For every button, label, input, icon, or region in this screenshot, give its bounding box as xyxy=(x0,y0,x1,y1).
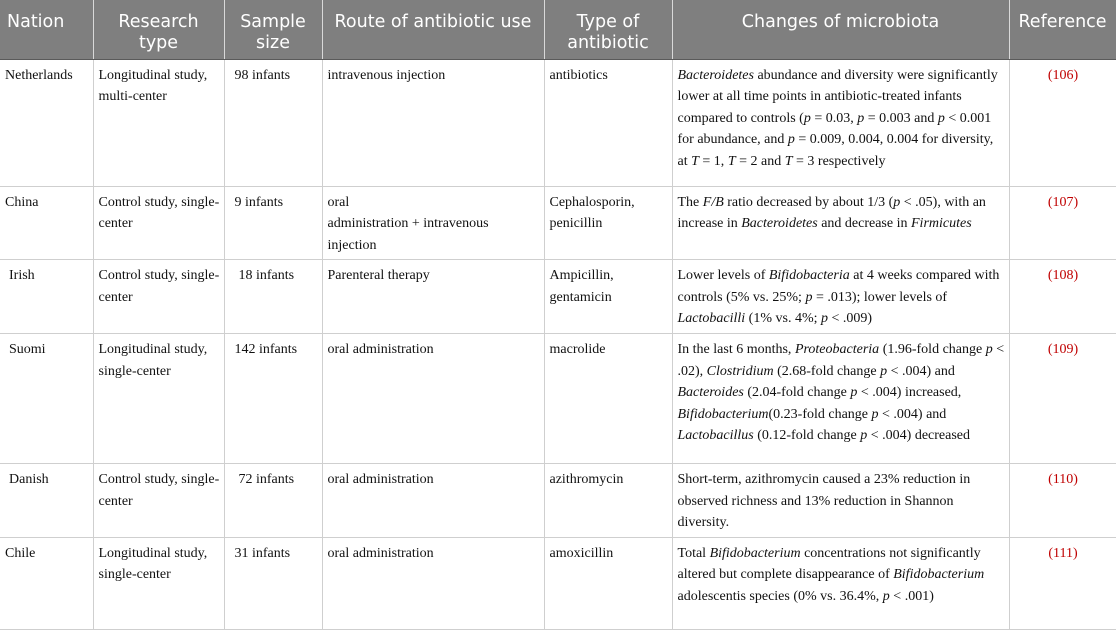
text-italic: p xyxy=(805,289,813,305)
text-italic: Clostridium xyxy=(706,363,774,379)
reference-link[interactable]: 107 xyxy=(1052,194,1074,210)
text: (0.12-fold change xyxy=(753,428,861,444)
cell-antibiotic-type: azithromycin xyxy=(544,464,672,538)
cell-reference[interactable]: (109) xyxy=(1009,334,1116,464)
text-italic: p xyxy=(857,110,865,126)
text: abundance and diversity were significantly lower at all time points in antibiotic-treated infants compared to controls ( xyxy=(677,67,998,126)
table-row xyxy=(0,260,1116,334)
text-italic: p xyxy=(803,110,811,126)
reference-link[interactable]: 110 xyxy=(1052,472,1074,488)
text: = 3 respectively xyxy=(792,153,886,169)
cell-changes: Short-term, azithromycin caused a 23% reduction in observed richness and 13% reduction in Shannon diversity. xyxy=(672,464,1009,538)
cell-changes xyxy=(672,260,1009,334)
reference-link[interactable]: 109 xyxy=(1052,342,1074,358)
text-italic: Lactobacillus xyxy=(677,428,754,444)
cell-changes xyxy=(672,186,1009,260)
table-row xyxy=(0,334,1116,464)
table-row xyxy=(0,537,1116,629)
text-italic: F/B xyxy=(702,194,724,210)
text-italic: Bacteroidetes xyxy=(677,67,754,83)
cell-sample-size: 98 infants xyxy=(224,59,322,186)
text-italic: p xyxy=(882,589,890,605)
text: < .004) decreased xyxy=(867,428,971,444)
cell-changes xyxy=(672,537,1009,629)
reference-link[interactable]: 106 xyxy=(1052,67,1074,83)
cell-route: oral administration xyxy=(322,334,544,464)
text: = 2 and xyxy=(735,153,785,169)
text: (2.68-fold change xyxy=(773,363,881,379)
cell-antibiotic-type: macrolide xyxy=(544,334,672,464)
cell-route xyxy=(322,186,544,260)
text-italic: Bacteroides xyxy=(677,385,744,401)
text: (2.04-fold change xyxy=(743,385,851,401)
text-italic: Bacteroidetes xyxy=(741,216,818,232)
cell-reference[interactable]: (110) xyxy=(1009,464,1116,538)
text-italic: Lactobacilli xyxy=(677,311,746,327)
text: = 1, xyxy=(698,153,728,169)
text: < .02), xyxy=(677,342,1005,379)
cell-changes xyxy=(672,59,1009,186)
cell-nation: Suomi xyxy=(0,334,93,464)
cell-sample-size: 9 infants xyxy=(224,186,322,260)
text: < .001) xyxy=(889,589,934,605)
cell-antibiotic-type: amoxicillin xyxy=(544,537,672,629)
cell-reference[interactable]: (106) xyxy=(1009,59,1116,186)
cell-changes xyxy=(672,334,1009,464)
text: < .05), with an increase in xyxy=(677,194,986,232)
cell-sample-size: 142 infants xyxy=(224,334,322,464)
cell-research-type: Longitudinal study, single-center xyxy=(93,537,224,629)
text: (0.23-fold change xyxy=(768,406,872,422)
header-research-type: Research type xyxy=(93,0,224,59)
text: < .004) and xyxy=(887,363,955,379)
text-italic: T xyxy=(727,153,736,169)
text: < .009) xyxy=(828,311,873,327)
header-reference: Reference xyxy=(1009,0,1116,59)
cell-route: oral administration xyxy=(322,464,544,538)
cell-route: intravenous injection xyxy=(322,59,544,186)
cell-sample-size: 72 infants xyxy=(224,464,322,538)
cell-research-type: Control study, single-center xyxy=(93,186,224,260)
text-italic: Bifidobacterium xyxy=(677,406,769,422)
text-italic: p xyxy=(860,428,868,444)
text-italic: Bifidobacterium xyxy=(709,545,801,561)
cell-research-type: Longitudinal study, single-center xyxy=(93,334,224,464)
text: = .013); lower levels of xyxy=(812,289,948,305)
cell-research-type: Control study, single-center xyxy=(93,260,224,334)
header-row xyxy=(0,0,1116,59)
header-antibiotic-type: Type of antibiotic xyxy=(544,0,672,59)
text-italic: p xyxy=(893,194,901,210)
text: (1.96-fold change xyxy=(879,342,986,358)
cell-antibiotic-type: Ampicillin, gentamicin xyxy=(544,260,672,334)
cell-antibiotic-type: Cephalosporin, penicillin xyxy=(544,186,672,260)
text: adolescentis species (0% vs. 36.4%, xyxy=(677,589,883,605)
text-italic: T xyxy=(784,153,793,169)
header-sample-size: Sample size xyxy=(224,0,322,59)
table-row xyxy=(0,59,1116,186)
cell-route: oral administration xyxy=(322,537,544,629)
cell-nation: Chile xyxy=(0,537,93,629)
table-row xyxy=(0,464,1116,538)
cell-sample-size: 18 infants xyxy=(224,260,322,334)
table-row xyxy=(0,186,1116,260)
cell-route: Parenteral therapy xyxy=(322,260,544,334)
header-nation: Nation xyxy=(0,0,93,59)
text-italic: p xyxy=(985,342,993,358)
text-italic: p xyxy=(880,363,888,379)
text-italic: p xyxy=(937,110,945,126)
text: < 0.001 for abundance, and xyxy=(677,110,992,148)
header-changes: Changes of microbiota xyxy=(672,0,1009,59)
table-body xyxy=(0,59,1116,629)
header-route: Route of antibiotic use xyxy=(322,0,544,59)
cell-reference[interactable]: (111) xyxy=(1009,537,1116,629)
cell-nation: Irish xyxy=(0,260,93,334)
text-italic: Firmicutes xyxy=(911,216,972,232)
text: = 0.03, xyxy=(810,110,858,126)
text-italic: Bifidobacteria xyxy=(768,268,850,284)
text-italic: p xyxy=(821,311,828,327)
text: ratio decreased by about 1/3 ( xyxy=(723,194,894,210)
text: The xyxy=(677,194,703,210)
reference-link[interactable]: 108 xyxy=(1052,268,1074,284)
cell-reference[interactable]: (108) xyxy=(1009,260,1116,334)
reference-link[interactable]: 111 xyxy=(1053,545,1073,561)
cell-sample-size: 31 infants xyxy=(224,537,322,629)
cell-antibiotic-type: antibiotics xyxy=(544,59,672,186)
text: concentrations not significantly altered but complete disappearance of xyxy=(677,545,981,583)
cell-reference[interactable]: (107) xyxy=(1009,186,1116,260)
text-italic: T xyxy=(691,153,699,169)
text-italic: p xyxy=(850,385,858,401)
text: Total xyxy=(677,545,710,561)
text-italic: Proteobacteria xyxy=(794,342,880,358)
text-italic: p xyxy=(871,406,879,422)
cell-research-type: Longitudinal study, multi-center xyxy=(93,59,224,186)
route-line: administration + intravenous injection xyxy=(327,216,489,253)
text: at 4 weeks compared with controls (5% vs. 25%; xyxy=(677,268,1000,305)
text-italic: p xyxy=(787,132,795,148)
text: < .004) increased, xyxy=(857,385,962,401)
cell-nation: Danish xyxy=(0,464,93,538)
cell-nation: China xyxy=(0,186,93,260)
text: Lower levels of xyxy=(677,268,769,284)
cell-nation: Netherlands xyxy=(0,59,93,186)
text: (1% vs. 4%; xyxy=(745,311,821,327)
text: = 0.003 and xyxy=(864,110,938,126)
text-italic: Bifidobacterium xyxy=(893,567,985,583)
table-header xyxy=(0,0,1116,59)
text: < .004) and xyxy=(878,406,947,422)
cell-research-type: Control study, single-center xyxy=(93,464,224,538)
text: and decrease in xyxy=(817,216,911,232)
route-line: oral xyxy=(327,194,350,210)
text: In the last 6 months, xyxy=(677,342,795,358)
text: = 0.009, 0.004, 0.004 for diversity, at xyxy=(677,132,994,169)
